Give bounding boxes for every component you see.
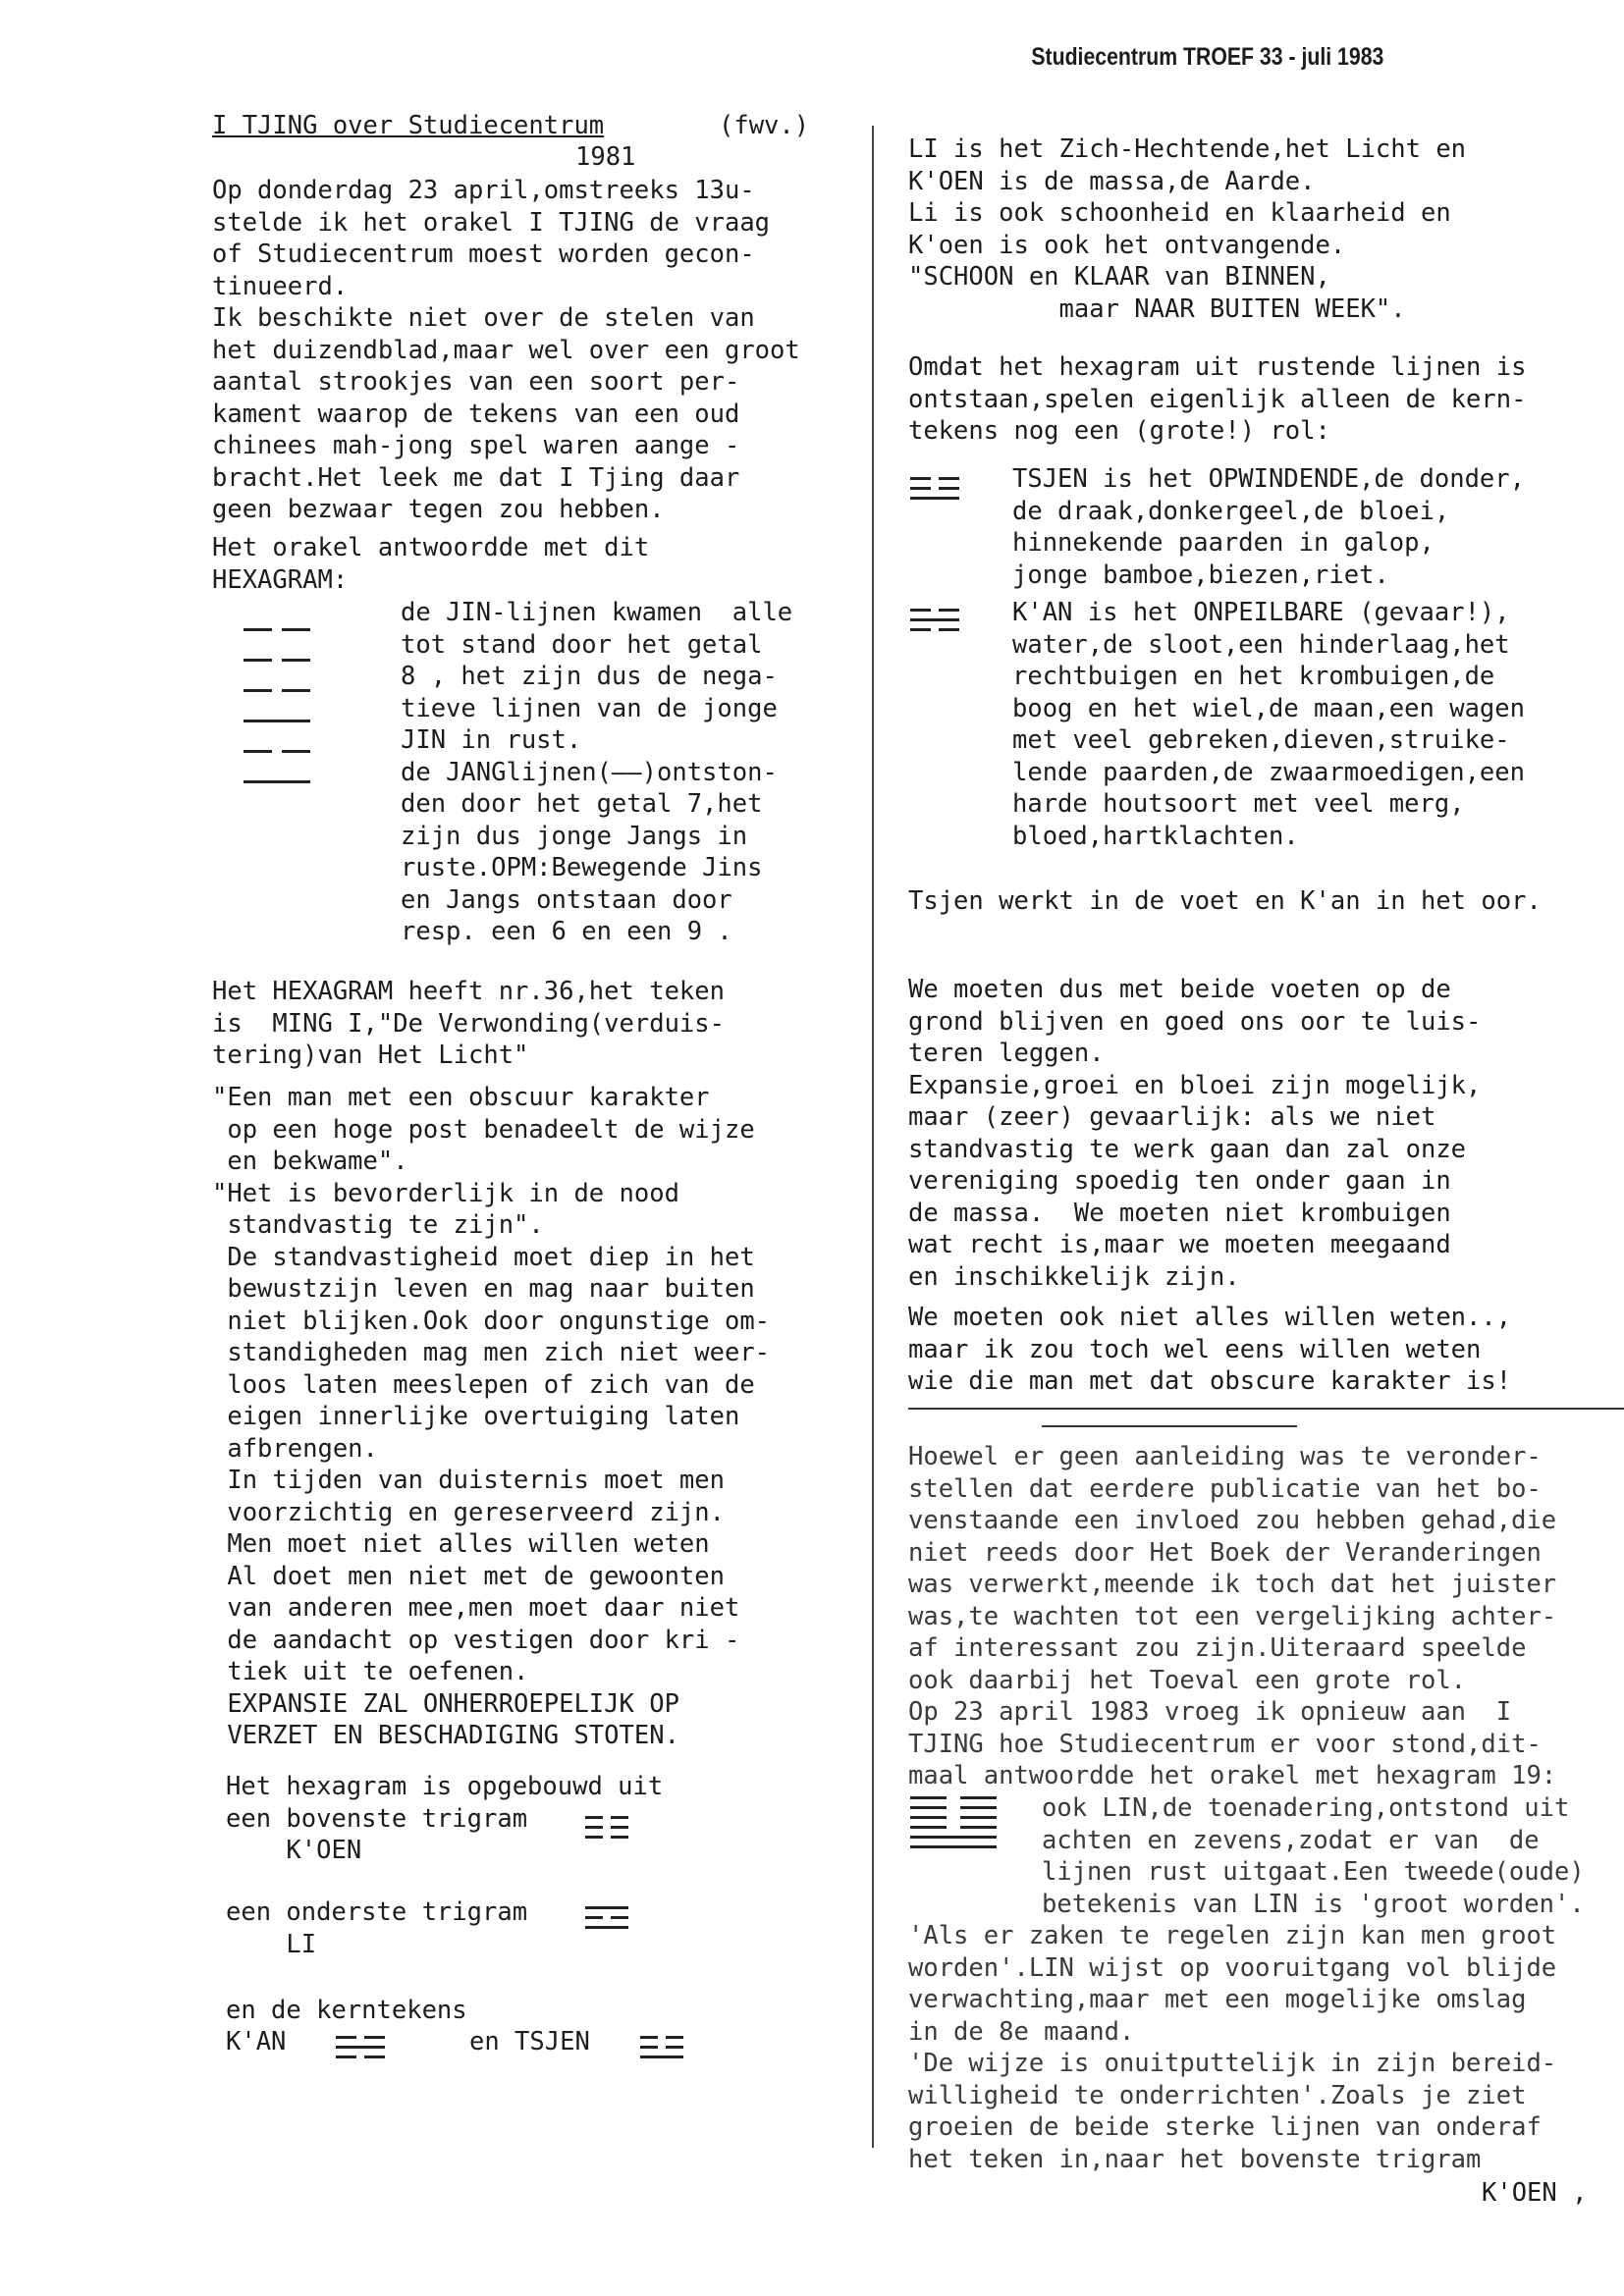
- lower-trigram-text: een onderste trigram LI: [226, 1897, 528, 1959]
- section-rule: [908, 1408, 1624, 1410]
- trigram-li-icon: [585, 1906, 628, 1936]
- foot-ear-line: Tsjen werkt in de voet en K'an in het oor.: [908, 886, 1542, 916]
- trigram-koen-icon: [585, 1816, 628, 1845]
- core-signs-paragraph: Omdat het hexagram uit rustende lijnen is ontstaan,spelen eigenlijk alleen de kern- tekens nog een (grote!) rol:: [908, 352, 1527, 446]
- hexagram-lin-icon: [910, 1796, 997, 1855]
- upper-trigram-text: Het hexagram is opgebouwd uit een bovenste trigram K'OEN: [226, 1772, 664, 1865]
- lin-interpretation: 'Als er zaken te regelen zijn kan men groot worden'.LIN wijst op vooruitgang vol blijde verwachting,maar met een mogelijke omslag in de 8e maand. 'De wijze is onuitputtelijk in zijn bereid- willigheid te onderrichten'.Zoals je ziet groeien de beide sterke lijnen van onderaf het teken in,naar het bovenste trigram: [908, 1921, 1557, 2174]
- article-title: I TJING over Studiecentrum: [212, 111, 605, 140]
- trigram-kan-icon: [336, 2036, 385, 2065]
- intro-paragraph: Op donderdag 23 april,omstreeks 13u- stelde ik het orakel I TJING de vraag of Studiecentrum moest worden gecon- tinueerd. Ik beschikte niet over de stelen van het duizendblad,maar wel over een groot aantal strookjes van een soort per- kament waarop de tekens van een oud chinees mah-jong spel waren aange - bracht.Het leek me dat I Tjing daar geen bezwaar tegen zou hebben.: [212, 176, 800, 524]
- core-signs-intro: en de kerntekens: [226, 1996, 467, 2025]
- title-year: 1981: [575, 142, 636, 172]
- oracle-quote: "Een man met een obscuur karakter op een hoge post benadeelt de wijze en bekwame". "Het is bevorderlijk in de nood standvastig te zijn". De standvastigheid moet diep in het bewustzijn leven en mag naar buiten niet blijken.Ook door ongunstige om- standigheden mag men zich niet weer- loos laten meeslepen of zich van de eigen innerlijke overtuiging laten afbrengen. In tijden van duisternis moet men voorzichtig en gereserveerd zijn. Men moet niet alles willen weten Al doet men niet met de gewoonten van anderen mee,men moet daar niet de aandacht op vestigen door kri - tiek uit te oefenen. EXPANSIE ZAL ONHERROEPELIJK OP VERZET EN BESCHADIGING STOTEN.: [212, 1083, 771, 1750]
- column-divider: [872, 126, 874, 2148]
- li-koen-paragraph: LI is het Zich-Hechtende,het Licht en K'OEN is de massa,de Aarde. Li is ook schoonheid en klaarheid en K'oen is ook het ontvangende. "SCHOON en KLAAR van BINNEN, maar NAAR BUITEN WEEK".: [908, 134, 1467, 324]
- tsjen-description: TSJEN is het OPWINDENDE,de donder, de draak,donkergeel,de bloei, hinnekende paarden in galop, jonge bamboe,biezen,riet.: [1012, 464, 1525, 590]
- trigram-kan-icon: [910, 609, 959, 638]
- closing-question: We moeten ook niet alles willen weten.., maar ik zou toch wel eens willen weten wie die man met dat obscure karakter is!: [908, 1303, 1512, 1396]
- section-rule-short: [1042, 1425, 1297, 1427]
- trigram-tsjen-icon: [640, 2036, 683, 2065]
- core-sign-tsjen-label: en TSJEN: [469, 2027, 590, 2056]
- lin-description: ook LIN,de toenadering,ontstond uit achten en zevens,zodat er van de lijnen rust uitgaat.Een tweede(oude) betekenis van LIN is 'groot worden'.: [1042, 1793, 1585, 1919]
- core-sign-kan-label: K'AN: [226, 2027, 287, 2056]
- title-suffix: (fwv.): [719, 111, 810, 140]
- hexagram-ming-i-icon: [244, 628, 310, 790]
- trigram-tsjen-icon: [910, 477, 959, 507]
- followup-paragraph: Hoewel er geen aanleiding was te veronder- stellen dat eerdere publicatie van het bo- venstaande een invloed zou hebben gehad,die niet reeds door Het Boek der Veranderingen was verwerkt,meende ik toch dat het juister was,te wachten tot een vergelijking achter- af interessant zou zijn.Uiteraard speelde ook daarbij het Toeval een grote rol. Op 23 april 1983 vroeg ik opnieuw aan I TJING hoe Studiecentrum er voor stond,dit- maal antwoordde het orakel met hexagram 19:: [908, 1442, 1557, 1790]
- page-header: Studiecentrum TROEF 33 - juli 1983: [1031, 43, 1383, 71]
- conclusion-paragraph: We moeten dus met beide voeten op de grond blijven en goed ons oor te luis- teren leggen. Expansie,groei en bloei zijn mogelijk, maar (zeer) gevaarlijk: als we niet standvastig te werk gaan dan zal onze vereniging spoedig ten onder gaan in de massa. We moeten niet krombuigen wat recht is,maar we moeten meegaand en inschikkelijk zijn.: [908, 975, 1482, 1292]
- kan-description: K'AN is het ONPEILBARE (gevaar!), water,de sloot,een hinderlaag,het rechtbuigen en het krombuigen,de boog en het wiel,de maan,een wagen met veel gebreken,dieven,struike- lende paarden,de zwaarmoedigen,een harde houtsoort met veel merg, bloed,hartklachten.: [1012, 598, 1525, 851]
- hexagram-number: Het HEXAGRAM heeft nr.36,het teken is MING I,"De Verwonding(verduis- tering)van Het Licht": [212, 977, 725, 1070]
- closing-koen: K'OEN ,: [1482, 2178, 1588, 2208]
- oracle-answer: Het orakel antwoordde met dit HEXAGRAM:: [212, 533, 650, 595]
- hexagram-description: de JIN-lijnen kwamen alle tot stand door het getal 8 , het zijn dus de nega- tieve lijnen van de jonge JIN in rust. de JANGlijnen(——)ontston- den door het getal 7,het zijn dus jonge Jangs in ruste.OPM:Bewegende Jins en Jangs ontstaan door resp. een 6 en een 9 .: [401, 598, 793, 946]
